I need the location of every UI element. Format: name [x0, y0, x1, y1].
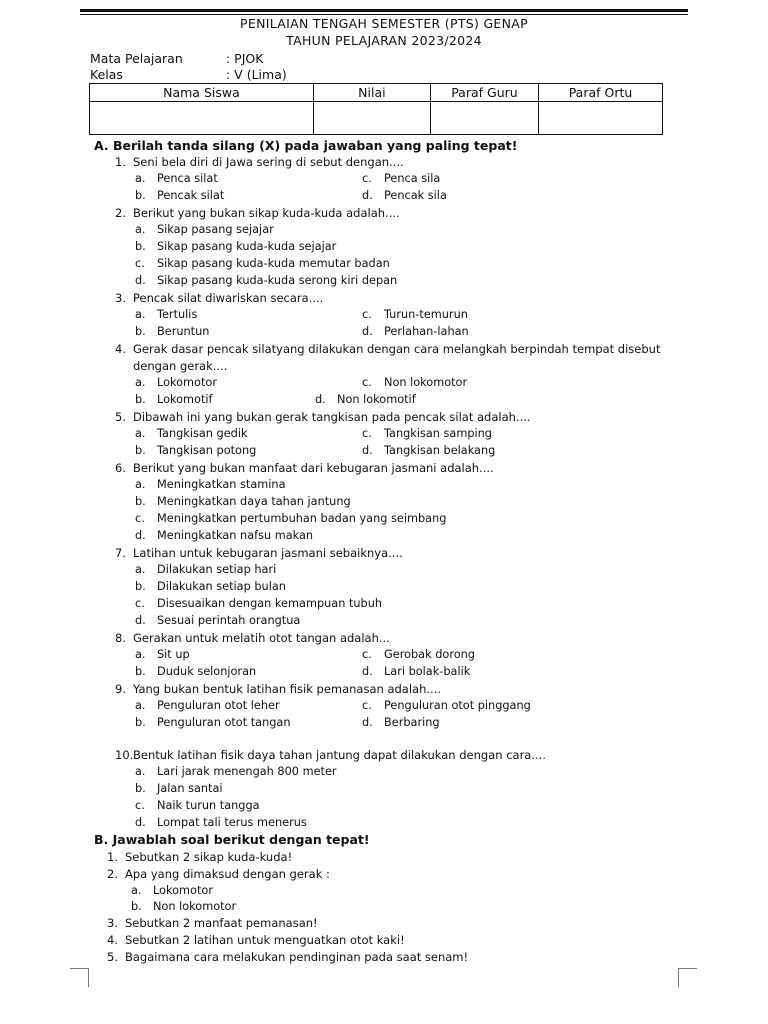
option-text: Naik turun tangga	[157, 799, 260, 812]
option-key: b.	[135, 495, 146, 508]
option-text: Jalan santai	[157, 782, 223, 795]
option[interactable]	[135, 240, 336, 253]
option-key: c.	[135, 597, 145, 610]
question-text: Sebutkan 2 manfaat pemanasan!	[125, 916, 318, 930]
question-number: 5.	[107, 950, 118, 964]
question-text: Gerakan untuk melatih otot tangan adalah...	[133, 631, 390, 645]
option-key: d.	[362, 444, 373, 457]
option-text: Lokomotor	[157, 376, 217, 389]
question-number: 8.	[115, 631, 126, 645]
question-a8	[115, 631, 390, 645]
option-text: Non lokomotif	[337, 393, 416, 406]
option-text: Non lokomotor	[153, 900, 237, 913]
option-key: a.	[135, 648, 146, 661]
question-a4-continuation: dengan gerak....	[133, 359, 228, 373]
option[interactable]	[362, 716, 440, 729]
option-key: b.	[131, 900, 142, 913]
crop-mark-right	[678, 968, 697, 987]
question-a10	[115, 748, 546, 762]
question-a5	[115, 410, 531, 424]
option-key: a.	[131, 884, 142, 897]
option[interactable]	[362, 699, 531, 712]
option[interactable]	[135, 376, 217, 389]
option-text: Pencak sila	[384, 189, 447, 202]
option-text: Meningkatkan pertumbuhan badan yang seimbang	[157, 512, 447, 525]
option[interactable]	[135, 648, 190, 661]
option[interactable]	[362, 172, 440, 185]
section-a-title: A. Berilah tanda silang (X) pada jawaban yang paling tepat!	[94, 138, 518, 153]
option[interactable]	[135, 495, 351, 508]
question-text: Apa yang dimaksud dengan gerak :	[125, 867, 330, 881]
option-key: d.	[135, 274, 146, 287]
question-text: Sebutkan 2 latihan untuk menguatkan otot kaki!	[125, 933, 405, 947]
question-number: 5.	[115, 410, 126, 424]
option-text: Lari bolak-balik	[384, 665, 471, 678]
option-text: Pencak silat	[157, 189, 225, 202]
question-a4	[115, 342, 660, 356]
question-text: Bentuk latihan fisik daya tahan jantung dapat dilakukan dengan cara....	[133, 748, 546, 762]
option[interactable]	[135, 308, 197, 321]
question-number: 3.	[115, 291, 126, 305]
option[interactable]	[362, 648, 475, 661]
option-text: Lokomotor	[153, 884, 213, 897]
option-key: b.	[135, 393, 146, 406]
option-text: Sikap pasang sejajar	[157, 223, 274, 236]
option-key: d.	[135, 529, 146, 542]
option-key: b.	[135, 240, 146, 253]
option-key: c.	[362, 699, 372, 712]
subject-value: : PJOK	[226, 51, 264, 66]
question-text: Gerak dasar pencak silatyang dilakukan dengan cara melangkah berpindah tempat disebut	[133, 342, 661, 356]
option-key: d.	[362, 665, 373, 678]
option[interactable]	[362, 665, 470, 678]
option-text: Penguluran otot leher	[157, 699, 280, 712]
class-label: Kelas	[90, 67, 123, 82]
question-text: Sebutkan 2 sikap kuda-kuda!	[125, 850, 293, 864]
option-key: a.	[135, 376, 146, 389]
question-number: 9.	[115, 682, 126, 696]
option-key: c.	[362, 648, 372, 661]
option-text: Meningkatkan stamina	[157, 478, 286, 491]
option-text: Tangkisan belakang	[384, 444, 496, 457]
question-text: Seni bela diri di Jawa sering di sebut dengan....	[133, 155, 404, 169]
option[interactable]	[135, 614, 300, 627]
question-number: 2.	[107, 867, 118, 881]
option-text: Sikap pasang kuda-kuda serong kiri depan	[157, 274, 398, 287]
option[interactable]	[135, 799, 260, 812]
option[interactable]	[135, 597, 382, 610]
option[interactable]	[135, 529, 313, 542]
option-text: Non lokomotor	[384, 376, 468, 389]
question-a7	[115, 546, 403, 560]
cell-nilai[interactable]	[313, 102, 430, 135]
option-text: Sit up	[157, 648, 190, 661]
header-rule-thick	[80, 9, 688, 12]
option[interactable]	[135, 563, 276, 576]
header-rule-thin	[80, 14, 688, 15]
cell-nama-siswa[interactable]	[90, 102, 314, 135]
option[interactable]	[135, 580, 286, 593]
option-key: b.	[135, 665, 146, 678]
option-key: d.	[362, 189, 373, 202]
option-key: d.	[362, 716, 373, 729]
option[interactable]	[362, 444, 495, 457]
option-key: b.	[135, 189, 146, 202]
question-text: Bagaimana cara melakukan pendinginan pada saat senam!	[125, 950, 469, 964]
option-key: b.	[135, 716, 146, 729]
option[interactable]	[135, 782, 223, 795]
question-number: 10.	[115, 748, 134, 762]
option	[131, 884, 213, 897]
option-text: Turun-temurun	[384, 308, 468, 321]
header-nilai: Nilai	[313, 84, 430, 102]
option-key: c.	[135, 512, 145, 525]
option[interactable]	[135, 716, 291, 729]
question-b4	[107, 933, 405, 947]
subject-row	[90, 51, 263, 66]
option-text: Beruntun	[157, 325, 210, 338]
option[interactable]	[135, 444, 256, 457]
question-a6	[115, 461, 494, 475]
option-key: c.	[135, 799, 145, 812]
question-a1	[115, 155, 404, 169]
option-key: b.	[135, 325, 146, 338]
question-number: 6.	[115, 461, 126, 475]
option-key: c.	[362, 172, 372, 185]
question-text: Latihan untuk kebugaran jasmani sebaiknya....	[133, 546, 403, 560]
option-key: a.	[135, 308, 146, 321]
option[interactable]	[362, 308, 468, 321]
option[interactable]	[135, 816, 307, 829]
option-key: a.	[135, 172, 146, 185]
subject-label: Mata Pelajaran	[90, 51, 183, 66]
option-text: Disesuaikan dengan kemampuan tubuh	[157, 597, 383, 610]
question-number: 4.	[115, 342, 126, 356]
question-number: 2.	[115, 206, 126, 220]
option-key: d.	[135, 816, 146, 829]
option-text: Gerobak dorong	[384, 648, 475, 661]
option[interactable]	[135, 478, 286, 491]
option-text: Lari jarak menengah 800 meter	[157, 765, 337, 778]
question-b2	[107, 867, 330, 881]
option[interactable]	[315, 393, 416, 406]
question-number: 3.	[107, 916, 118, 930]
option[interactable]	[135, 699, 280, 712]
cell-paraf-guru[interactable]	[430, 102, 538, 135]
option-text: Penca sila	[384, 172, 441, 185]
option-text: Sikap pasang kuda-kuda memutar badan	[157, 257, 390, 270]
option-key: a.	[135, 427, 146, 440]
question-number: 4.	[107, 933, 118, 947]
crop-mark-left	[70, 968, 89, 987]
option-text: Lompat tali terus menerus	[157, 816, 307, 829]
option-text: Meningkatkan daya tahan jantung	[157, 495, 351, 508]
option-key: c.	[362, 376, 372, 389]
option-text: Duduk selonjoran	[157, 665, 257, 678]
student-info-table	[89, 83, 663, 135]
option-text: Tangkisan gedik	[157, 427, 248, 440]
header-paraf-guru: Paraf Guru	[430, 84, 538, 102]
question-text: Dibawah ini yang bukan gerak tangkisan pada pencak silat adalah....	[133, 410, 531, 424]
option-key: c.	[362, 308, 372, 321]
option-key: d.	[362, 325, 373, 338]
header-paraf-ortu: Paraf Ortu	[539, 84, 663, 102]
option-text: Tangkisan samping	[384, 427, 492, 440]
section-b-title: B. Jawablah soal berikut dengan tepat!	[94, 832, 370, 847]
option-key: a.	[135, 765, 146, 778]
option[interactable]	[135, 665, 256, 678]
option-text: Penca silat	[157, 172, 218, 185]
option[interactable]	[362, 325, 469, 338]
question-b5	[107, 950, 468, 964]
option-text: Dilakukan setiap hari	[157, 563, 277, 576]
question-number: 7.	[115, 546, 126, 560]
option	[131, 900, 236, 913]
option-text: Dilakukan setiap bulan	[157, 580, 286, 593]
option[interactable]	[135, 427, 248, 440]
option-key: d.	[135, 614, 146, 627]
option[interactable]	[135, 393, 213, 406]
option-key: a.	[135, 563, 146, 576]
option-key: b.	[135, 782, 146, 795]
option-key: b.	[135, 444, 146, 457]
option[interactable]	[362, 427, 492, 440]
option-key: a.	[135, 478, 146, 491]
option-text: Sikap pasang kuda-kuda sejajar	[157, 240, 337, 253]
question-text: Pencak silat diwariskan secara....	[133, 291, 324, 305]
option[interactable]	[135, 223, 274, 236]
option-key: c.	[362, 427, 372, 440]
option[interactable]	[362, 376, 467, 389]
question-a3	[115, 291, 323, 305]
question-a9	[115, 682, 441, 696]
class-value: : V (Lima)	[226, 67, 287, 82]
option[interactable]	[135, 274, 397, 287]
option[interactable]	[135, 512, 446, 525]
option[interactable]	[135, 257, 390, 270]
option[interactable]	[362, 189, 447, 202]
option-key: a.	[135, 699, 146, 712]
option-text: Berbaring	[384, 716, 440, 729]
question-text: Berikut yang bukan manfaat dari kebugaran jasmani adalah....	[133, 461, 494, 475]
option-text: Meningkatkan nafsu makan	[157, 529, 314, 542]
option-key: c.	[135, 257, 145, 270]
option-text: Penguluran otot pinggang	[384, 699, 531, 712]
option[interactable]	[135, 765, 337, 778]
question-b1	[107, 850, 292, 864]
option-text: Penguluran otot tangan	[157, 716, 291, 729]
question-number: 1.	[107, 850, 118, 864]
question-b3	[107, 916, 318, 930]
question-text: Berikut yang bukan sikap kuda-kuda adalah....	[133, 206, 400, 220]
option-key: a.	[135, 223, 146, 236]
option-text: Sesuai perintah orangtua	[157, 614, 301, 627]
option-text: Tangkisan potong	[157, 444, 257, 457]
question-a2	[115, 206, 400, 220]
option[interactable]	[135, 325, 209, 338]
option-text: Lokomotif	[157, 393, 213, 406]
option-key: d.	[315, 393, 326, 406]
option-key: b.	[135, 580, 146, 593]
class-row	[90, 67, 287, 82]
exam-title: PENILAIAN TENGAH SEMESTER (PTS) GENAP	[240, 16, 528, 31]
question-number: 1.	[115, 155, 126, 169]
option-text: Perlahan-lahan	[384, 325, 469, 338]
option[interactable]	[135, 172, 218, 185]
academic-year: TAHUN PELAJARAN 2023/2024	[286, 33, 482, 48]
cell-paraf-ortu[interactable]	[539, 102, 663, 135]
option-text: Tertulis	[157, 308, 198, 321]
option[interactable]	[135, 189, 224, 202]
header-nama-siswa: Nama Siswa	[90, 84, 314, 102]
question-text: Yang bukan bentuk latihan fisik pemanasan adalah....	[133, 682, 442, 696]
